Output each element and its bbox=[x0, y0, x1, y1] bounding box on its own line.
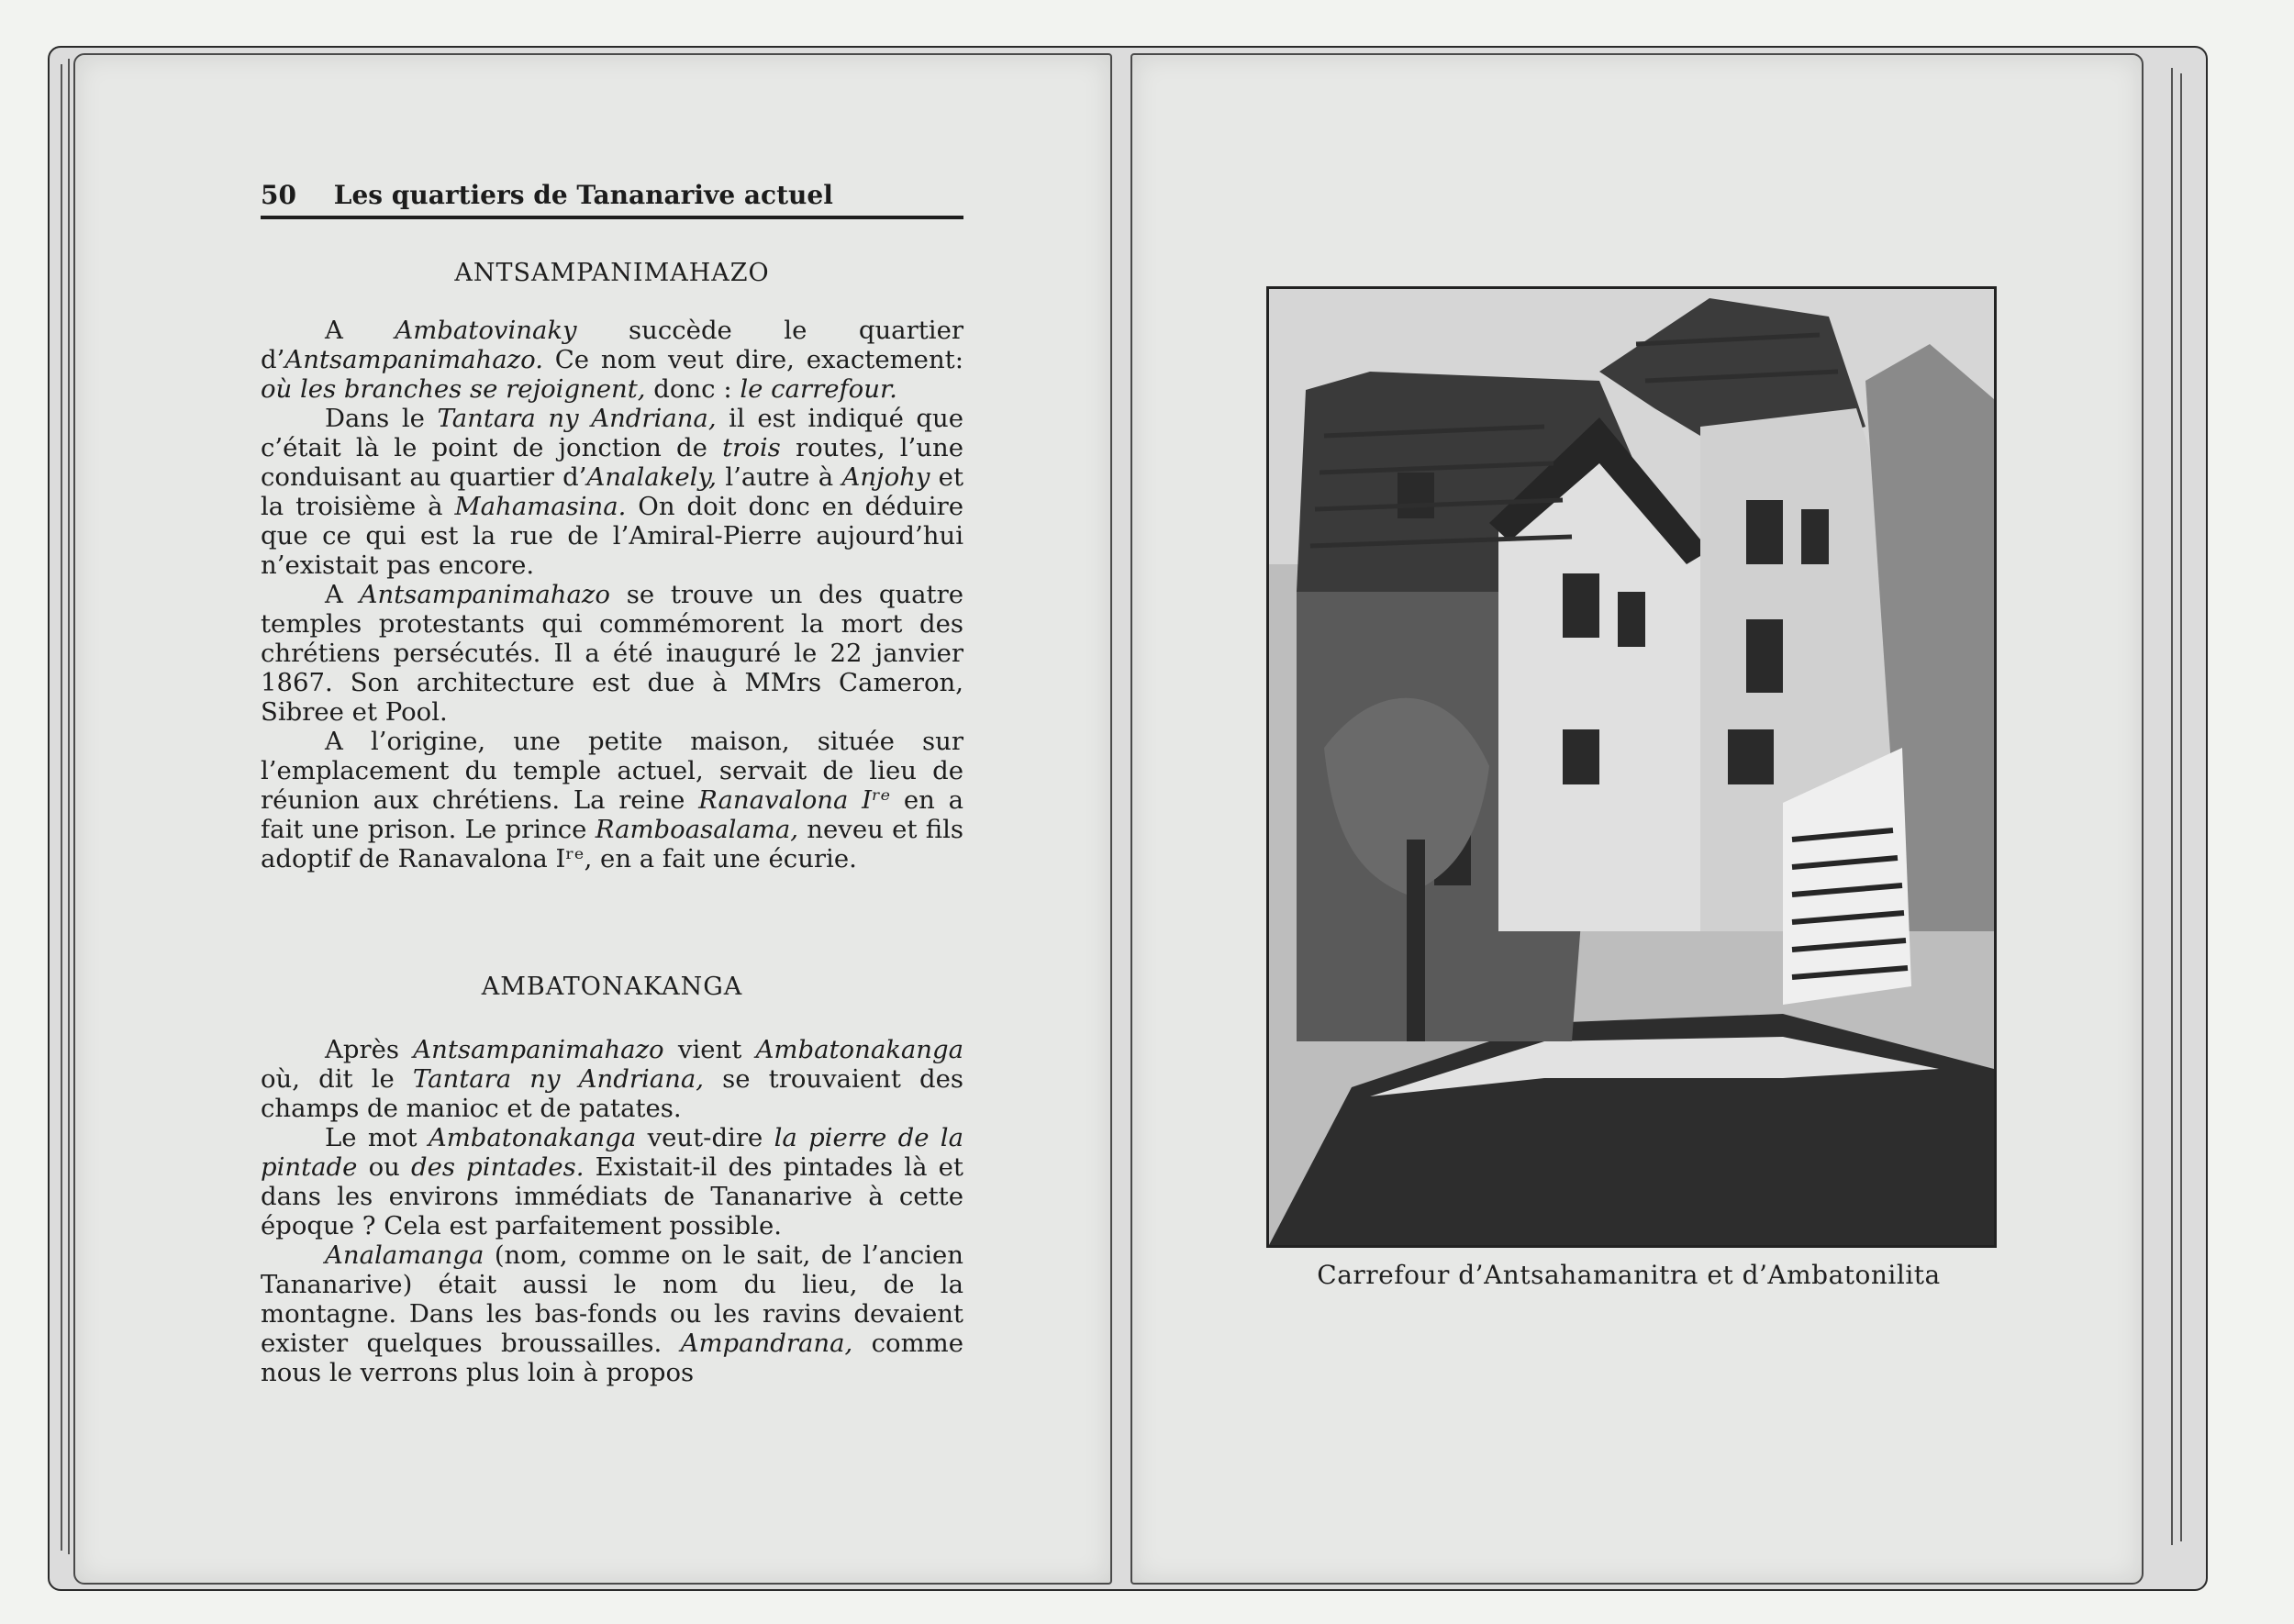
italic-run: où les branches se rejoignent, bbox=[261, 374, 646, 404]
text-run: Le mot bbox=[325, 1123, 429, 1152]
text-run: où, dit le bbox=[261, 1064, 413, 1094]
italic-run: Ramboasalama, bbox=[595, 815, 799, 844]
text-run: se trouve un des quatre temples protestants qui commémorent la mort des chrétiens persécutés. Il a été inauguré le 22 janvier 1867. Son architecture est due à MMrs Cameron, Sibree et Pool. bbox=[261, 580, 963, 727]
section-body-antsampanimahazo bbox=[261, 316, 963, 873]
paragraph bbox=[261, 1123, 963, 1240]
paragraph bbox=[261, 404, 963, 580]
text-run: routes, l’une conduisant au quartier d’ bbox=[261, 433, 963, 492]
italic-run: Mahamasina. bbox=[454, 492, 627, 521]
italic-run: des pintades. bbox=[411, 1152, 585, 1182]
section-title-ambatonakanga: AMBATONAKANGA bbox=[481, 973, 743, 1001]
page-number: 50 bbox=[261, 180, 296, 210]
running-title: Les quartiers de Tananarive actuel bbox=[333, 180, 833, 210]
running-header bbox=[261, 180, 963, 219]
italic-run: Antsampanimahazo. bbox=[284, 345, 543, 374]
text-run: Dans le bbox=[325, 404, 438, 433]
text-run: en a fait une prison. Le prince bbox=[261, 785, 963, 844]
paragraph bbox=[261, 1035, 963, 1123]
text-run: vient bbox=[663, 1035, 756, 1064]
page-edges bbox=[68, 59, 70, 1554]
text-run: Existait-il des pintades là et dans les environs immédiats de Tananarive à cette époque ? Cela est parfaitement possible. bbox=[261, 1152, 963, 1240]
italic-run: Ambatovinaky bbox=[395, 316, 577, 345]
italic-run: Ambatonakanga bbox=[428, 1123, 637, 1152]
street-scene-woodcut bbox=[1269, 289, 1994, 1245]
italic-run: la pierre de la pintade bbox=[261, 1123, 964, 1182]
italic-run: Ambatonakanga bbox=[755, 1035, 963, 1064]
italic-run: Analakely, bbox=[586, 462, 718, 492]
text-run: Après bbox=[325, 1035, 414, 1064]
text-run: Ce nom veut dire, exactement: bbox=[542, 345, 963, 374]
paragraph bbox=[261, 580, 963, 727]
text-run: il est indiqué que c’était là le point de jonction de bbox=[261, 404, 964, 462]
text-run: se trouvaient des champs de manioc et de patates. bbox=[261, 1064, 963, 1123]
italic-run: le carrefour. bbox=[740, 374, 897, 404]
italic-run: Antsampanimahazo bbox=[359, 580, 610, 609]
text-run: succède le quartier d’ bbox=[261, 316, 963, 374]
text-run: neveu et fils adoptif de Ranavalona Iʳᵉ, en a fait une écurie. bbox=[261, 815, 963, 873]
illustration-caption: Carrefour d’Antsahamanitra et d’Ambatonilita bbox=[1317, 1260, 1941, 1290]
italic-run: Ampandrana, bbox=[680, 1329, 853, 1358]
paragraph bbox=[261, 1240, 963, 1387]
page-edges bbox=[2180, 73, 2182, 1541]
section-body-ambatonakanga bbox=[261, 1035, 963, 1387]
text-run: On doit donc en déduire que ce qui est la rue de l’Amiral-Pierre aujourd’hui n’existait pas encore. bbox=[261, 492, 963, 580]
woodcut-illustration bbox=[1266, 286, 1997, 1248]
text-run: donc : bbox=[645, 374, 741, 404]
section-title-antsampanimahazo: ANTSAMPANIMAHAZO bbox=[454, 259, 770, 287]
paragraph bbox=[261, 727, 963, 873]
page-edges bbox=[61, 64, 62, 1551]
italic-run: Anjohy bbox=[841, 462, 930, 492]
paragraph bbox=[261, 316, 963, 404]
text-run: et la troisième à bbox=[261, 462, 963, 521]
page-edges bbox=[2171, 68, 2173, 1545]
text-run: A bbox=[325, 580, 360, 609]
text-run: comme nous le verrons plus loin à propos bbox=[261, 1329, 963, 1387]
italic-run: Ranavalona Iʳᵉ bbox=[698, 785, 891, 815]
italic-run: trois bbox=[722, 433, 781, 462]
text-run: (nom, comme on le sait, de l’ancien Tananarive) était aussi le nom du lieu, de la montagne. Dans les bas-fonds ou les ravins devaient exister quelques broussailles. bbox=[261, 1240, 963, 1358]
text-run: A l’origine, une petite maison, située sur l’emplacement du temple actuel, servait de lieu de réunion aux chrétiens. La reine bbox=[261, 727, 963, 815]
text-run: veut-dire bbox=[636, 1123, 774, 1152]
italic-run: Tantara ny Andriana, bbox=[412, 1064, 705, 1094]
text-run: ou bbox=[357, 1152, 412, 1182]
italic-run: Tantara ny Andriana, bbox=[437, 404, 717, 433]
text-run: A bbox=[325, 316, 395, 345]
italic-run: Antsampanimahazo bbox=[413, 1035, 664, 1064]
text-run: l’autre à bbox=[717, 462, 842, 492]
italic-run: Analamanga bbox=[325, 1240, 484, 1270]
